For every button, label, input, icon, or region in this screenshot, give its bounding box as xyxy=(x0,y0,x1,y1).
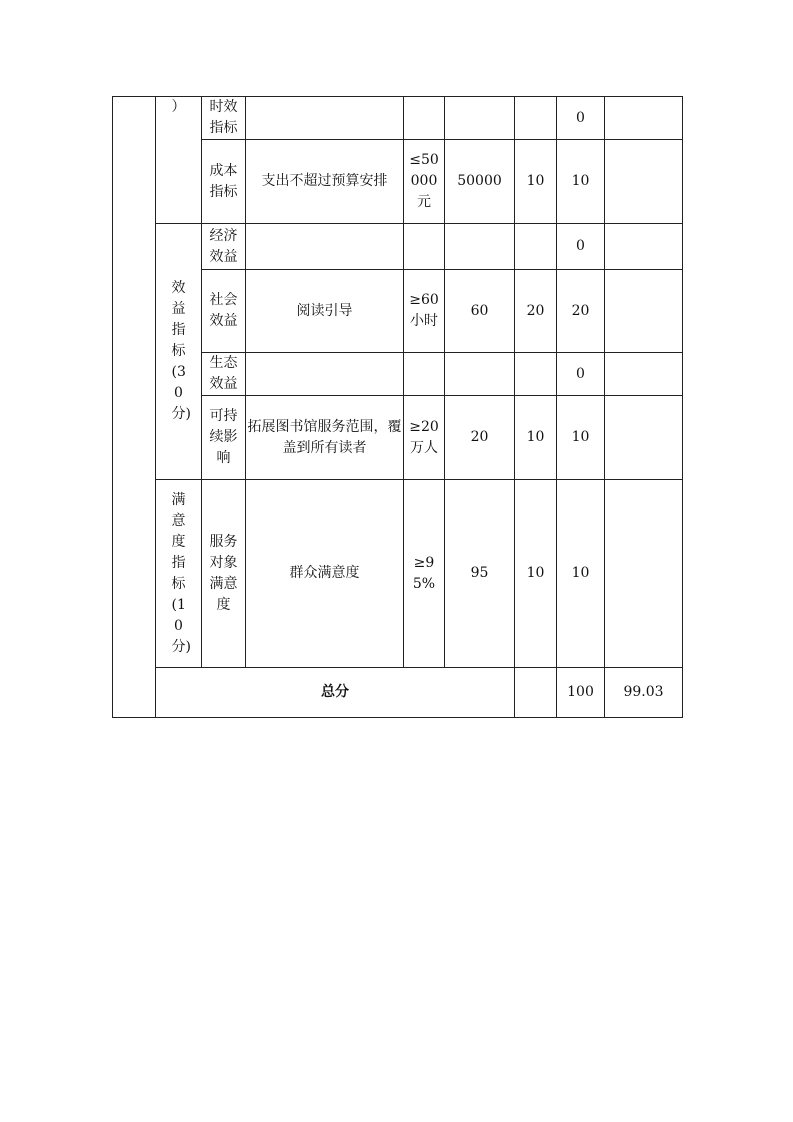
level1-category-cell xyxy=(113,97,156,718)
level2-category-cell xyxy=(156,480,202,668)
level2-category-cell xyxy=(156,97,202,224)
weight-cell xyxy=(515,224,557,270)
level2-category-cell xyxy=(156,224,202,480)
score-cell: 20 xyxy=(557,270,605,353)
target-value-cell xyxy=(404,224,445,270)
level3-indicator-cell: 经济效益 xyxy=(202,224,246,270)
total-score-cell: 99.03 xyxy=(605,668,683,718)
remark-cell xyxy=(605,224,683,270)
level3-indicator-cell: 服务对象满意度 xyxy=(202,480,246,668)
indicator-content-cell: 拓展图书馆服务范围，覆盖到所有读者 xyxy=(246,396,404,480)
benefit-group-label: 效益指标(30分) xyxy=(171,280,191,422)
performance-evaluation-table xyxy=(112,96,683,718)
score-cell: 10 xyxy=(557,480,605,668)
weight-cell: 20 xyxy=(515,270,557,353)
target-value-cell xyxy=(404,97,445,140)
remark-cell xyxy=(605,480,683,668)
level3-indicator-cell: 社会效益 xyxy=(202,270,246,353)
weight-cell: 10 xyxy=(515,140,557,224)
indicator-content-cell: 支出不超过预算安排 xyxy=(246,140,404,224)
actual-value-cell: 20 xyxy=(445,396,515,480)
table-row xyxy=(113,480,683,668)
target-value-cell: ≥20万人 xyxy=(404,396,445,480)
score-cell: 10 xyxy=(557,396,605,480)
actual-value-cell xyxy=(445,97,515,140)
indicator-content-cell xyxy=(246,353,404,396)
total-row xyxy=(113,668,683,718)
score-cell: 0 xyxy=(557,353,605,396)
remark-cell xyxy=(605,353,683,396)
remark-cell xyxy=(605,97,683,140)
remark-cell xyxy=(605,270,683,353)
target-value-cell xyxy=(404,353,445,396)
remark-cell xyxy=(605,396,683,480)
indicator-content-cell xyxy=(246,97,404,140)
score-cell: 0 xyxy=(557,224,605,270)
score-cell: 10 xyxy=(557,140,605,224)
actual-value-cell: 50000 xyxy=(445,140,515,224)
level3-indicator-cell: 成本指标 xyxy=(202,140,246,224)
target-value-cell: ≥60小时 xyxy=(404,270,445,353)
total-actual-cell xyxy=(515,668,557,718)
target-value-cell: ≤50000元 xyxy=(404,140,445,224)
table-row xyxy=(113,97,683,140)
total-weight-cell: 100 xyxy=(557,668,605,718)
actual-value-cell xyxy=(445,224,515,270)
level3-indicator-cell: 生态效益 xyxy=(202,353,246,396)
indicator-content-cell: 阅读引导 xyxy=(246,270,404,353)
total-label: 总分 xyxy=(156,668,515,718)
weight-cell xyxy=(515,353,557,396)
indicator-content-cell xyxy=(246,224,404,270)
indicator-content-cell: 群众满意度 xyxy=(246,480,404,668)
level3-indicator-cell: 时效指标 xyxy=(202,97,246,140)
remark-cell xyxy=(605,140,683,224)
level2-category-tail: ） xyxy=(171,99,186,115)
level3-indicator-cell: 可持续影响 xyxy=(202,396,246,480)
actual-value-cell xyxy=(445,353,515,396)
weight-cell: 10 xyxy=(515,480,557,668)
weight-cell xyxy=(515,97,557,140)
target-value-cell: ≥95% xyxy=(404,480,445,668)
weight-cell: 10 xyxy=(515,396,557,480)
table-row xyxy=(113,224,683,270)
score-cell: 0 xyxy=(557,97,605,140)
satisfaction-group-label: 满意度指标(10分) xyxy=(171,491,191,655)
actual-value-cell: 60 xyxy=(445,270,515,353)
actual-value-cell: 95 xyxy=(445,480,515,668)
